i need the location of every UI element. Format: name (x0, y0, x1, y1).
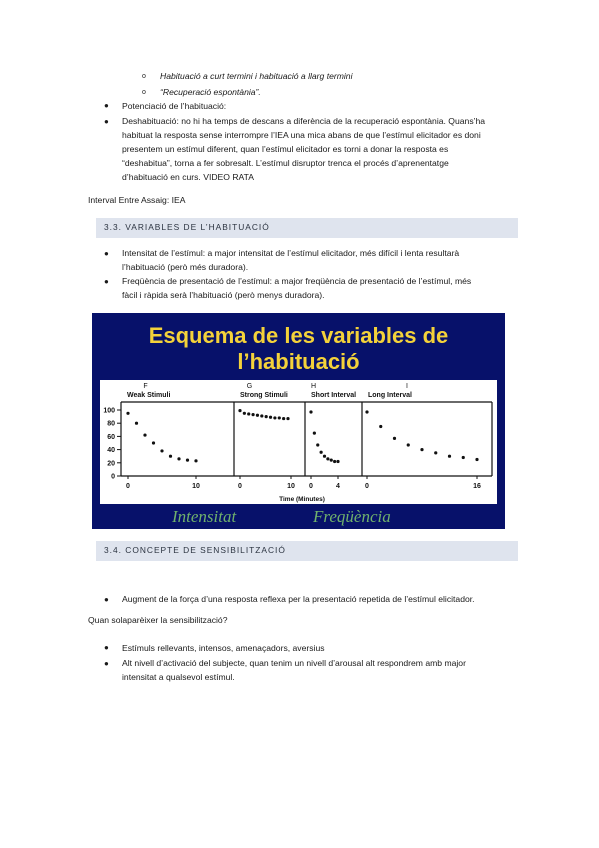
sub-bullet-marker: o (142, 89, 146, 96)
x-tick-label: 0 (238, 483, 242, 490)
panel-name: Long Interval (368, 392, 412, 399)
data-point (326, 457, 329, 460)
data-point (278, 416, 281, 419)
section-heading (96, 541, 518, 561)
bullet-marker: ● (104, 595, 109, 604)
section-title: 3.3. VARIABLES DE L’HABITUACIÓ (104, 222, 270, 232)
data-point (260, 414, 263, 417)
data-point (273, 416, 276, 419)
text-line: presentem un estímul diferent, quan l’estímul elicitador es torni a donar la resposta es (122, 144, 449, 154)
text-line: Deshabituació: no hi ha temps de descans a diferència de la recuperació espontània. Quans’ha (122, 116, 486, 126)
data-point (379, 425, 382, 428)
data-point (152, 441, 155, 444)
data-point (420, 448, 423, 451)
panel-letter: F (143, 383, 148, 390)
list-item: Estímuls rellevants, intensos, amenaçadors, aversius (122, 643, 325, 653)
x-tick-label: 10 (192, 483, 200, 490)
sub-bullet-marker: o (142, 73, 146, 80)
y-tick-label: 100 (103, 407, 115, 415)
list-item: Habituació a curt termini i habituació a llarg termini (160, 71, 353, 81)
data-point (336, 460, 339, 463)
text-line: “deshabitua”, torna a fer sobresalt. L’estímul disruptor trenca el procés d’aprenentatge (122, 158, 449, 168)
data-point (330, 459, 333, 462)
data-point (286, 417, 289, 420)
panel-name: Weak Stimuli (127, 392, 171, 399)
panel-letter: H (310, 383, 317, 390)
data-point (251, 413, 254, 416)
data-point (256, 414, 259, 417)
data-point (238, 409, 241, 412)
bullet-marker: ● (104, 277, 109, 286)
data-point (160, 449, 163, 452)
y-tick-label: 80 (107, 420, 115, 428)
data-point (247, 412, 250, 415)
data-point (265, 415, 268, 418)
text-line: habituat la resposta sense interrompre l’IEA una mica abans de que l’estímul elicitador es doni (122, 130, 481, 140)
panel-letter: G (246, 383, 253, 390)
data-point (194, 459, 197, 462)
data-point (169, 455, 172, 458)
bullet-marker: ● (104, 101, 109, 110)
bullet-marker: ● (104, 659, 109, 668)
text-line: l’habituació (però més duradora). (122, 262, 249, 272)
data-point (475, 458, 478, 461)
figure-title-line-1: Esquema de les variables de (148, 323, 449, 348)
habituation-variables-figure (92, 313, 505, 529)
data-point (177, 457, 180, 460)
list-item: “Recuperació espontània”. (160, 87, 261, 97)
data-point (313, 432, 316, 435)
data-point (462, 456, 465, 459)
text-line: Freqüència de presentació de l’estímul: a major freqüència de presentació de l’estímul, més (122, 276, 472, 286)
data-point (333, 460, 336, 463)
panel-name: Short Interval (311, 392, 357, 399)
x-tick-label: 0 (365, 483, 369, 490)
data-point (143, 433, 146, 436)
text-line: d’habituació en curs. VIDEO RATA (122, 172, 254, 182)
data-point (434, 451, 437, 454)
bullet-marker: ● (104, 117, 109, 126)
y-tick-label: 20 (107, 460, 115, 468)
figure-title-line-2: l’habituació (237, 349, 360, 374)
text-line: Alt nivell d’activació del subjecte, quan tenim un nivell d’arousal alt respondrem amb major (122, 658, 466, 668)
list-item (122, 246, 514, 274)
y-tick-label: 0 (111, 473, 115, 481)
figure-footer-right: Freqüència (313, 507, 391, 526)
list-item (122, 114, 514, 184)
panel-letter: I (406, 383, 408, 390)
list-item (122, 656, 514, 684)
data-point (448, 455, 451, 458)
data-point (316, 443, 319, 446)
x-tick-label: 16 (473, 483, 481, 490)
scatter-chart (100, 380, 497, 504)
x-tick-label: 0 (126, 483, 130, 490)
data-point (135, 422, 138, 425)
x-tick-label: 0 (309, 483, 313, 490)
data-point (365, 410, 368, 413)
data-point (393, 437, 396, 440)
section-title: 3.4. CONCEPTE DE SENSIBILITZACIÓ (104, 545, 286, 555)
data-point (186, 459, 189, 462)
data-point (243, 412, 246, 415)
section-heading (96, 218, 518, 238)
data-point (309, 410, 312, 413)
x-tick-label: 10 (287, 483, 295, 490)
data-point (320, 451, 323, 454)
data-point (407, 443, 410, 446)
paragraph: Interval Entre Assaig: IEA (88, 195, 186, 205)
y-tick-label: 60 (107, 433, 115, 441)
list-item: Augment de la força d’una resposta reflexa per la presentació repetida de l’estímul elicitador. (122, 594, 475, 604)
data-point (126, 412, 129, 415)
paragraph: Quan solaparèixer la sensibilització? (88, 615, 228, 625)
bullet-marker: ● (104, 249, 109, 258)
data-point (282, 417, 285, 420)
list-item: Potenciació de l’habituació: (122, 101, 227, 111)
text-line: Intensitat de l’estímul: a major intensitat de l’estímul elicitador, més difícil i lenta resultarà (122, 248, 460, 258)
x-axis-label: Time (Minutes) (279, 496, 325, 503)
data-point (323, 455, 326, 458)
x-tick-label: 4 (336, 483, 340, 490)
text-line: fàcil i ràpida serà l’habituació (però menys duradora). (122, 290, 325, 300)
text-line: intensitat a qualsevol estímul. (122, 672, 235, 682)
bullet-marker: ● (104, 643, 109, 652)
y-tick-label: 40 (107, 447, 115, 455)
panel-name: Strong Stimuli (240, 392, 288, 399)
chart-area (100, 380, 497, 504)
figure-footer-left: Intensitat (172, 507, 237, 526)
data-point (269, 416, 272, 419)
list-item (122, 274, 514, 302)
